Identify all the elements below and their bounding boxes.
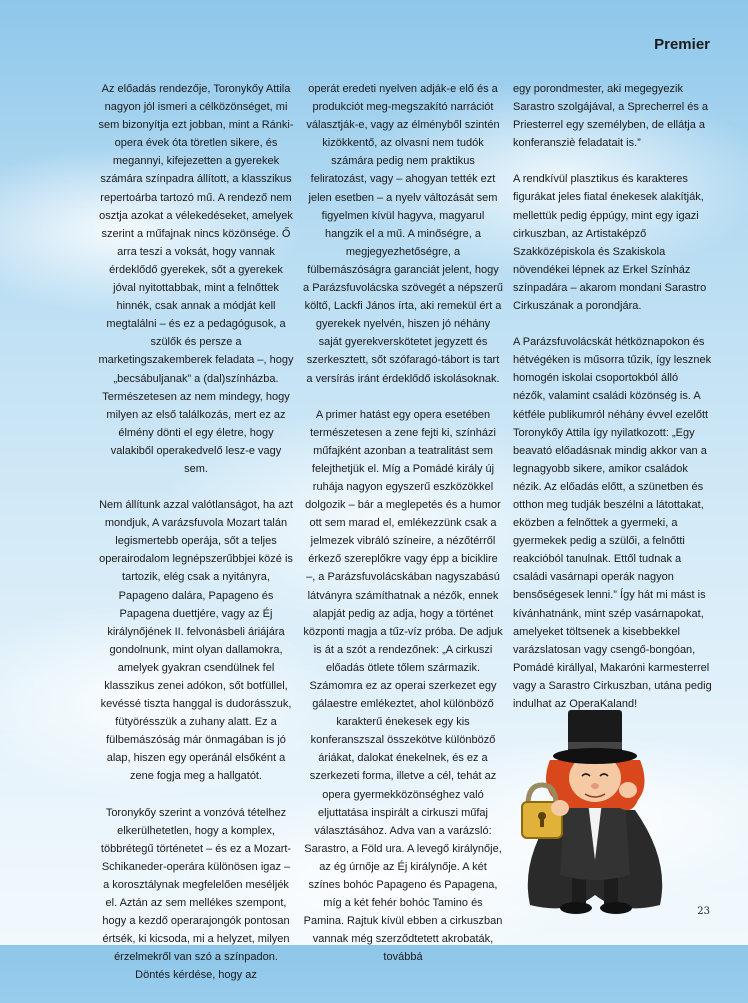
paragraph: A rendkívül plasztikus és karakteres figurákat jeles fiatal énekesek alakítják, mellettük pedig éppúgy, mint egy igazi cirkuszban, az Artistaképző Szakközépiskola és Szakiskola növendékei lépnek az Erkel Színház színpadára – akarom mondani Sarastro Cirkuszának a porondjára. — [513, 173, 707, 313]
paragraph: A Parázsfuvolácskát hétköznapokon és hétvégéken is műsorra tűzik, így lesznek homogén iskolai csoportokból álló nézők, valamint családi közönség is. A kétféle publikumról néhány évvel ezelőtt Toronykőy Attila így nyilatkozott: „Egy beavató előadásnak mindig akkor van a legnagyobb sikere, amikor családok nézik. Az előadás előtt, a szünetben és otthon meg tudják beszélni a látottakat, eközben a felnőttek a gyermeki, a gyermekek pedig a szülői, a felnőtti reakcióból tanulnak. Ettől tudnak a családi vasárnapi operák nagyon bensőségesek lenni.” Így hát mi mást is kívánhatnánk, mint szép vasárnapokat, amelyeket töltsenek a kisebbekkel varázslatosan vagy csengő-bongóan, Pomádé királlyal, Makaróni karmesterrel vagy a Sarastro Cirkuszban, utána pedig indulhat az OperaKaland! — [513, 336, 712, 710]
paragraph: operát eredeti nyelven adják-e elő és a produkciót meg-megszakító narrációt választják-e, vagy az élményből szintén kizökkentő, az olvasni nem tudók számára pedig nem praktikus feliratozást, vagy – ahogyan tették ezt jelen esetben – a nyelv változását sem figyelmen kívül hagyva, magyarul hangzik el a mű. A minőségre, a megjegyezhetőségre, a fülbemászóságra garanciát jelent, hogy a Parázsfuvolácska szövegét a népszerű költő, Lackfi János írta, aki remekül ért a gyerekek nyelvén, hiszen jó néhány saját gyerekverskötetet jegyzett és szerkesztett, sőt szófaragó-tábort is tart a versírás iránt érdeklődő iskolásoknak. — [303, 83, 503, 385]
page-number: 23 — [697, 906, 710, 917]
paragraph: egy porondmester, aki megegyezik Sarastro szolgájával, a Sprecherrel és a Priesterrel egy személyben, de ellátja a konferansziè feladatait is.” — [513, 83, 709, 150]
article-column-1 — [98, 80, 294, 1003]
article-column-2 — [303, 80, 503, 985]
article-column-3 — [513, 80, 713, 731]
paragraph: A primer hatást egy opera esetében természetesen a zene fejti ki, színházi műfajként azonban a teatralitást sem felejthetjük el. Míg a Pomádé király új ruhája nagyon egyszerű eszközökkel dolgozik – bár a meglepetés és a humor ott sem marad el, emlékezzünk csak a jelmezek vibráló színeire, a nézőtérről érkező szereplőkre vagy épp a biciklire –, a Parázsfuvolácskában nagyszabású látványra számíthatnak a nézők, ennek alapját pedig az adja, hogy a történet központi magja a tűz-víz próba. De adjuk is át a szót a rendezőnek: „A cirkuszi előadás ötlete tőlem származik. Számomra ez az operai szerkezet egy gálaestre emlékeztet, ahol különböző karakterű énekesek egy kis konferanszszal összekötve különböző áriákat, dalokat énekelnek, és ez a szerkezeti forma, illetve a cél, tehát az opera gyermekközönséghez való eljuttatása inspirált a cirkuszi műfaj választásához. Adva van a varázsló: Sarastro, a Föld ura. A levegő királynője, az ég úrnője az Éj királynője. A két színes bohóc Papageno és Papagena, míg a két fehér bohóc Tamino és Pamina. Rajtuk kívül ebben a cirkuszban vannak még szerződtetett akrobaták, továbbá — [303, 408, 503, 964]
paragraph: Toronykőy szerint a vonzóvá tételhez elkerülhetetlen, hogy a komplex, többrétegű történetet – és ez a Mozart-Schikaneder-operára különösen igaz – a korosztálynak megfelelően meséljék el. Aztán az sem mellékes szempont, hogy a kezdő operarajongók pontosan értsék, ki kicsoda, mi a helyzet, milyen érzelmekről van szó a színpadon. Döntés kérdése, hogy az — [100, 806, 292, 982]
section-label: Premier — [654, 36, 710, 53]
paragraph: Az előadás rendezője, Toronykőy Attila nagyon jól ismeri a célközönséget, mi sem bizonyítja ezt jobban, mint a Ránki-opera évek óta töretlen sikere, és megannyi, kifejezetten a gyerekek számára színpadra állított, a klasszikus repertoárba tartozó mű. A rendező nem osztja azokat a vélekedéseket, amelyek szerint a műfajnak nincs közönsége. Ő arra teszi a voksát, hogy vannak érdeklődő gyerekek, sőt a gyerekek jóval nyitottabbak, mint a felnőttek hinnék, csak annak a módját kell megtalálni – és ez a pedagógusok, a szülők és persze a marketingszakemberek feladata –, hogy „becsábuljanak” a (dal)színházba. Természetesen az nem mindegy, hogy milyen az első találkozás, mert ez az élmény dönti el egy életre, hogy valakiből operakedvelő lesz-e vagy sem. — [98, 83, 294, 475]
ringmaster-mascot-illustration — [500, 690, 690, 920]
paragraph: Nem állítunk azzal valótlanságot, ha azt mondjuk, A varázsfuvola Mozart talán legismertebb operája, sőt a teljes operairodalom legnépszerűbbjei közé is tartozik, elég csak a nyitányra, Papageno dalára, Papageno és Papagena duettjére, vagy az Éj királynőjének II. felvonásbeli áriájára gondolnunk, mint olyan dallamokra, amelyek gyakran csendülnek fel klasszikus zenei adókon, sőt botfüllel, kevéssé tiszta hanggal is dudorásszuk, fütyörésszük a zuhany alatt. Ez a fülbemászóság már önmagában is jó alap, hiszen egy operánál elsőként a zene fogja meg a hallgatót. — [99, 499, 293, 783]
